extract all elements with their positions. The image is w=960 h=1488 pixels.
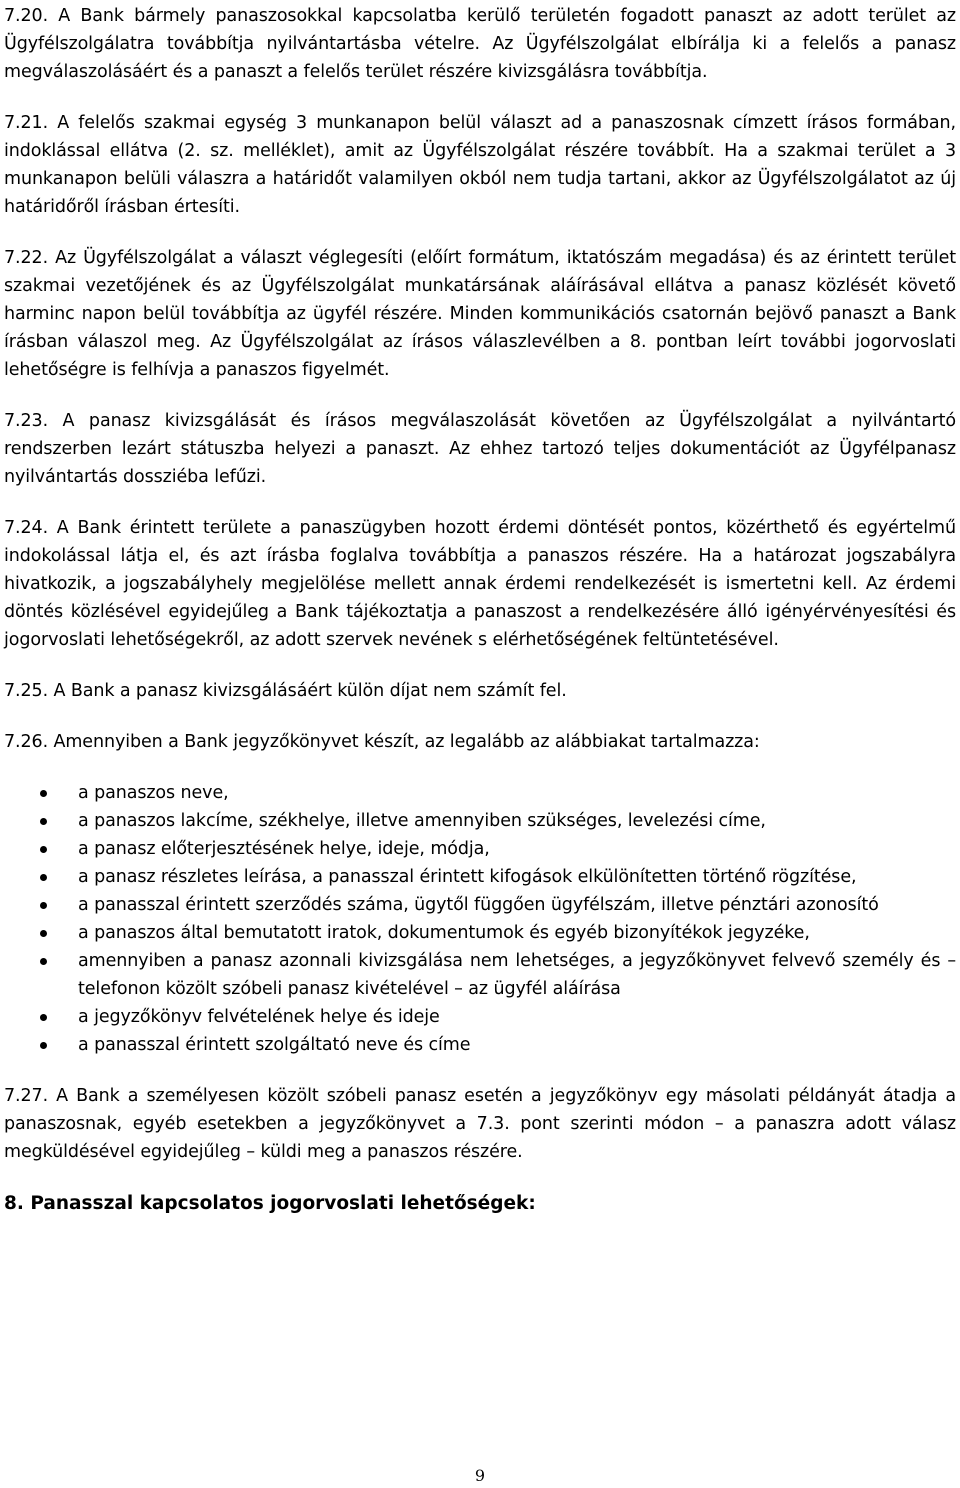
list-item: [4, 919, 956, 947]
list-item-text: a panasz részletes leírása, a panasszal érintett kifogások elkülönítetten történő rögzítése,: [78, 867, 857, 887]
list-item: [4, 807, 956, 835]
list-item-text: a panaszos lakcíme, székhelye, illetve amennyiben szükséges, levelezési címe,: [78, 811, 766, 831]
list-item: [4, 835, 956, 863]
list-item: [4, 1003, 956, 1031]
list-item-text: a panasszal érintett szolgáltató neve és címe: [78, 1035, 471, 1055]
list-item-text: a panasz előterjesztésének helye, ideje, módja,: [78, 839, 490, 859]
list-item: [4, 891, 956, 919]
list-item-text: a panasszal érintett szerződés száma, ügytől függően ügyfélszám, illetve pénztári azonosító: [78, 895, 879, 915]
bullet-icon: [40, 1014, 47, 1021]
bullet-icon: [40, 1042, 47, 1049]
list-item: [4, 947, 956, 1003]
protocol-contents-list: [4, 779, 956, 1059]
paragraph-7-20: 7.20. A Bank bármely panaszosokkal kapcsolatba kerülő területén fogadott panaszt az adott terület az Ügyfélszolgálatra továbbítja nyilvántartásba vételre. Az Ügyfélszolgálat elbírálja ki a felelős a panasz megválaszolásáért és a panaszt a felelős terület részére kivizsgálásra továbbítja.: [4, 6, 956, 82]
page-number: 9: [474, 1466, 486, 1485]
bullet-icon: [40, 958, 47, 965]
paragraph-7-26: 7.26. Amennyiben a Bank jegyzőkönyvet készít, az legalább az alábbiakat tartalmazza:: [4, 732, 760, 752]
paragraph-7-21: 7.21. A felelős szakmai egység 3 munkanapon belül választ ad a panaszosnak címzett írásos formában, indoklással ellátva (2. sz. melléklet), amit az Ügyfélszolgálat részére továbbít. Ha a szakmai terület a 3 munkanapon belüli válaszra a határidőt valamilyen okból nem tudja tartani, akkor az Ügyfélszolgálatot az új határidőről írásban értesíti.: [4, 113, 956, 217]
paragraph-7-24: 7.24. A Bank érintett területe a panaszügyben hozott érdemi döntését pontos, közérthető és egyértelmű indokolással látja el, és azt írásba foglalva továbbítja a panaszos részére. Ha a határozat jogszabályra hivatkozik, a jogszabályhely megjelölése mellett annak érdemi rendelkezését is ismertetni kell. Az érdemi döntés közlésével egyidejűleg a Bank tájékoztatja a panaszost a rendelkezésére álló igényérvényesítési és jogorvoslati lehetőségekről, az adott szervek nevének s elérhetőségének feltüntetésével.: [4, 518, 956, 650]
bullet-icon: [40, 846, 47, 853]
section-heading-8: 8. Panasszal kapcsolatos jogorvoslati lehetőségek:: [4, 1193, 536, 1214]
list-item: [4, 863, 956, 891]
paragraph-7-27: 7.27. A Bank a személyesen közölt szóbeli panasz esetén a jegyzőkönyv egy másolati példányát átadja a panaszosnak, egyéb esetekben a jegyzőkönyvet a 7.3. pont szerinti módon – a panaszra adott válasz megküldésével egyidejűleg – küldi meg a panaszos részére.: [4, 1086, 956, 1162]
paragraph-7-23: 7.23. A panasz kivizsgálását és írásos megválaszolását követően az Ügyfélszolgálat a nyilvántartó rendszerben lezárt státuszba helyezi a panaszt. Az ehhez tartozó teljes dokumentációt az Ügyfélpanasz nyilvántartás dossziéba lefűzi.: [4, 411, 956, 487]
list-item-text: amennyiben a panasz azonnali kivizsgálása nem lehetséges, a jegyzőkönyvet felvevő személy és – telefonon közölt szóbeli panasz kivételével – az ügyfél aláírása: [78, 951, 956, 999]
bullet-icon: [40, 902, 47, 909]
paragraph-7-25: 7.25. A Bank a panasz kivizsgálásáért külön díjat nem számít fel.: [4, 681, 567, 701]
paragraph-7-22: 7.22. Az Ügyfélszolgálat a választ véglegesíti (előírt formátum, iktatószám megadása) és az érintett terület szakmai vezetőjének és az Ügyfélszolgálat munkatársának aláírásával ellátva a panasz közlését követő harminc napon belül továbbítja az ügyfél részére. Minden kommunikációs csatornán bejövő panaszt a Bank írásban válaszol meg. Az Ügyfélszolgálat az írásos válaszlevélben a 8. pontban leírt további jogorvoslati lehetőségre is felhívja a panaszos figyelmét.: [4, 248, 956, 380]
bullet-icon: [40, 874, 47, 881]
bullet-icon: [40, 930, 47, 937]
bullet-icon: [40, 790, 47, 797]
list-item: [4, 779, 956, 807]
list-item: [4, 1031, 956, 1059]
list-item-text: a panaszos neve,: [78, 783, 229, 803]
document-page: [4, 2, 956, 1218]
bullet-icon: [40, 818, 47, 825]
list-item-text: a panaszos által bemutatott iratok, dokumentumok és egyéb bizonyítékok jegyzéke,: [78, 923, 810, 943]
list-item-text: a jegyzőkönyv felvételének helye és ideje: [78, 1007, 440, 1027]
